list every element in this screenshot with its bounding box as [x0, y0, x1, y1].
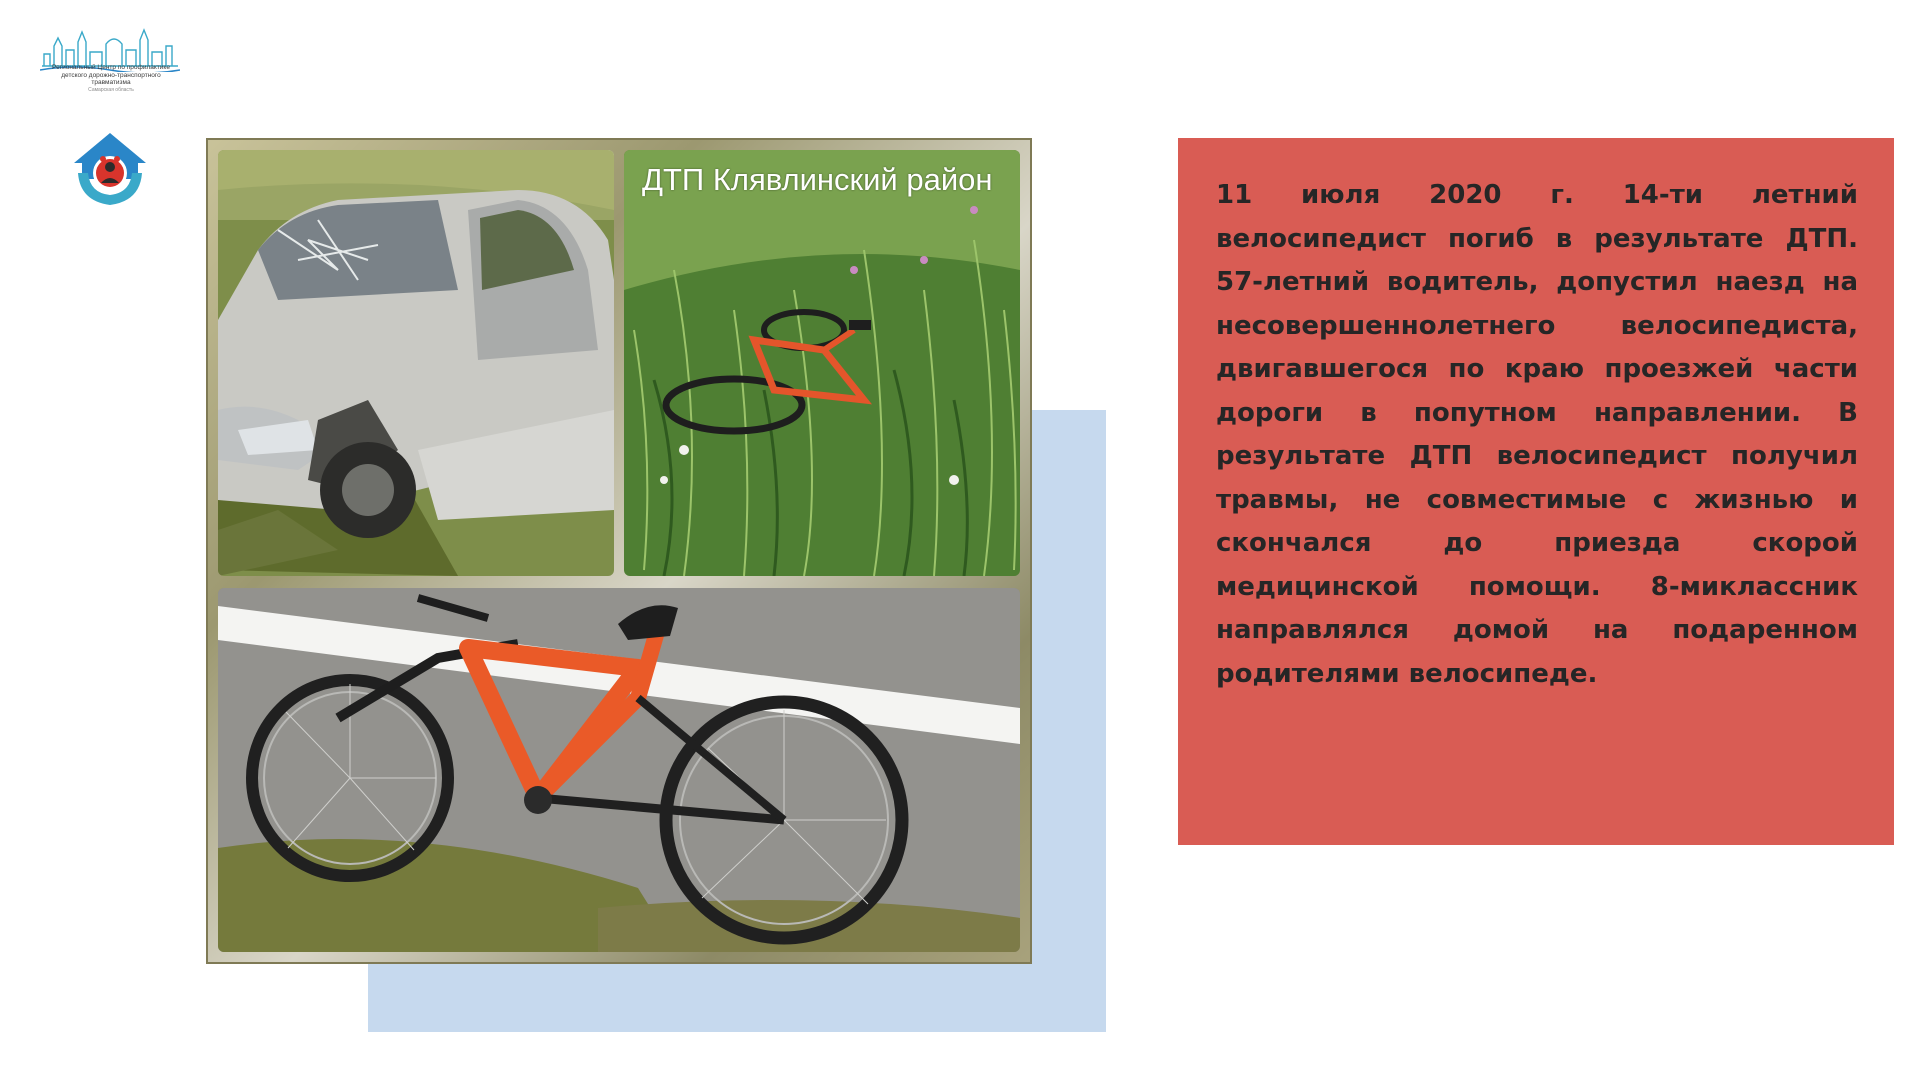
photo-caption: ДТП Клявлинский район — [642, 162, 993, 197]
organization-subtitle: Самарская область — [88, 86, 134, 93]
incident-description-text: 11 июля 2020 г. 14-ти летний велосипедист погиб в результате ДТП. 57-летний водитель, допустил наезд на несовершеннолетнего велосипедиста, двигавшегося по краю проезжей части дороги в попутном направлении. В результате ДТП велосипедист получил травмы, не совместимые с жизнью и скончался до приезда скорой медицинской помощи. 8-миклассник направлялся домой на подаренном родителями велосипеде. — [1216, 180, 1858, 689]
organization-name — [46, 64, 176, 94]
organization-name-text: Региональный Центр по профилактике детского дорожно-транспортного травматизма — [52, 64, 170, 86]
damaged-car-photo — [218, 150, 614, 576]
incident-description-box — [1178, 138, 1894, 845]
orange-bicycle-on-road-photo — [218, 588, 1020, 952]
bicycle-in-grass-photo — [624, 150, 1020, 576]
child-safety-emblem-icon — [70, 129, 150, 209]
photo-collage — [206, 138, 1032, 964]
